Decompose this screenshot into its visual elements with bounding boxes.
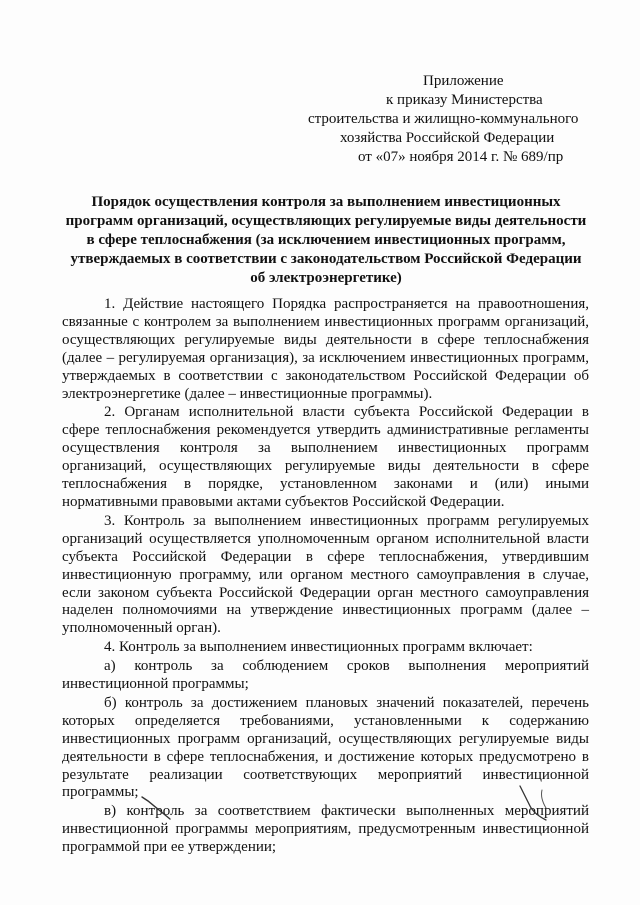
appendix-line-2: к приказу Министерства <box>386 92 543 108</box>
appendix-line-1: Приложение <box>423 73 504 89</box>
paragraph-2: 2. Органам исполнительной власти субъекта Российской Федерации в сфере теплоснабжения рекомендуется утвердить административные регламенты осуществления контроля за выполнением инвестиционных программ организаций, осуществляющих регулируемые виды деятельности в сфере теплоснабжения в порядке, установленном законами и (или) иными нормативными правовыми актами субъектов Российской Федерации. <box>62 404 589 510</box>
paragraph-4: 4. Контроль за выполнением инвестиционных программ включает: <box>104 639 533 656</box>
appendix-line-4: хозяйства Российской Федерации <box>340 130 555 146</box>
paragraph-4b: б) контроль за достижением плановых значений показателей, перечень которых определяется требованиями, установленными к содержанию инвестиционных программ организаций, осуществляющих регулируемые виды деятельности в сфере теплоснабжения, и достижение которых предусмотрено в результате реализации соответствующих мероприятий инвестиционной программы; <box>62 694 589 801</box>
appendix-line-5: от «07» ноября 2014 г. № 689/пр <box>358 149 564 165</box>
paragraph-4a: а) контроль за соблюдением сроков выполнения мероприятий инвестиционной программы; <box>62 658 589 693</box>
pen-mark-left <box>140 793 180 823</box>
appendix-header <box>300 72 600 167</box>
document-body <box>62 296 589 857</box>
paragraph-4c: в) контроль за соответствием фактически выполненных мероприятий инвестиционной программы мероприятиям, предусмотренным инвестиционной программой при ее утверждении; <box>62 803 589 856</box>
appendix-line-3: строительства и жилищно-коммунального <box>308 111 579 127</box>
document-title: Порядок осуществления контроля за выполнением инвестиционных программ организаций, осуществляющих регулируемые виды деятельности в сфере теплоснабжения (за исключением инвестиционных программ, утверждаемых в соответствии с законодательством Российской Федерации об электроэнергетике) <box>65 194 587 286</box>
pen-mark-right <box>516 784 560 824</box>
paragraph-1: 1. Действие настоящего Порядка распространяется на правоотношения, связанные с контролем за выполнением инвестиционных программ организаций, осуществляющих регулируемые виды деятельности в сфере теплоснабжения (далее – регулируемая организация), за исключением инвестиционных программ, утверждаемых в соответствии с законодательством Российской Федерации об электроэнергетике (далее – инвестиционные программы). <box>62 296 589 402</box>
paragraph-3: 3. Контроль за выполнением инвестиционных программ регулируемых организаций осуществляется уполномоченным органом исполнительной власти субъекта Российской Федерации в сфере теплоснабжения, утвердившим инвестиционную программу, или органом местного самоуправления в случае, если законом субъекта Российской Федерации орган местного самоуправления наделен полномочиями на утверждение инвестиционных программ (далее – уполномоченный орган). <box>62 512 589 637</box>
